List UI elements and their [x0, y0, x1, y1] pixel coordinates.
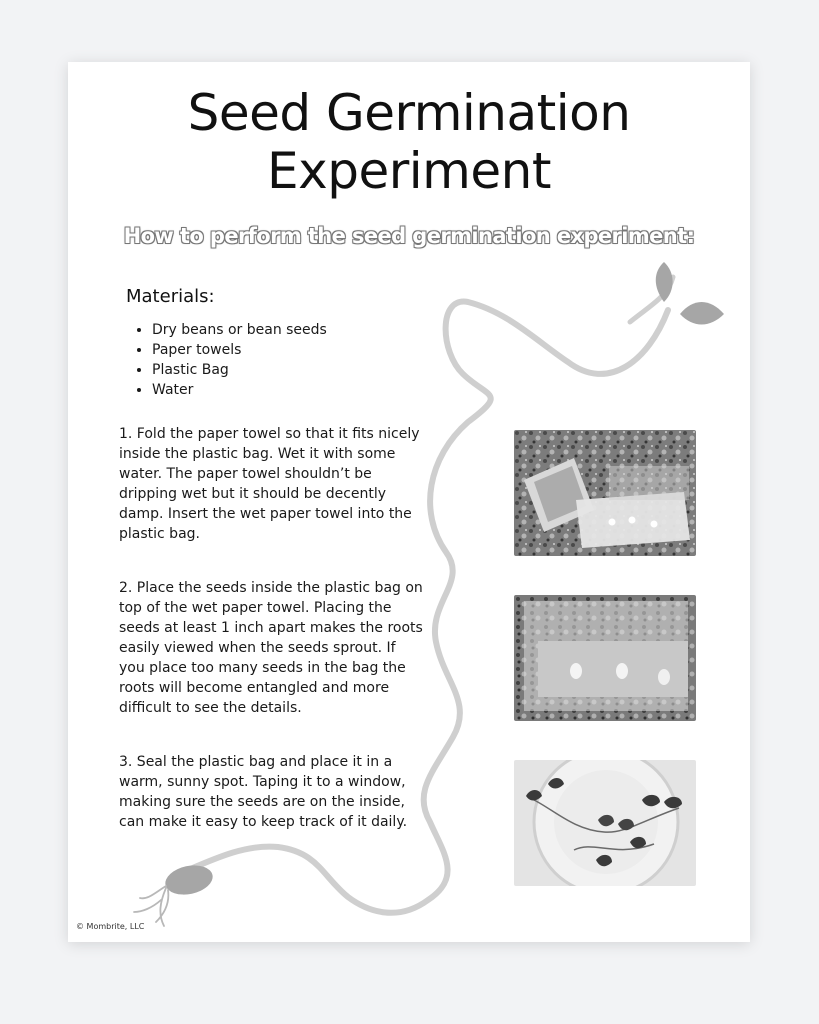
- photo-seeds-in-bag: [514, 595, 696, 721]
- leaf-icon: [680, 302, 724, 325]
- list-item: • Water: [152, 380, 327, 400]
- page-title: Seed Germination Experiment: [187, 84, 631, 200]
- step-2-text: 2. Place the seeds inside the plastic bag on top of the wet paper towel. Placing the seeds at least 1 inch apart makes the roots easily viewed when the seeds sprout. If you place too many seeds in the bag the roots will become entangled and more difficult to see the details.: [119, 580, 423, 716]
- step-3-text: 3. Seal the plastic bag and place it in a warm, sunny spot. Taping it to a window, making sure the seeds are on the inside, can make it easy to keep track of it daily.: [119, 754, 408, 830]
- materials-heading: Materials:: [126, 286, 215, 307]
- list-item: • Dry beans or bean seeds: [152, 320, 327, 340]
- photo-paper-towel-bag: [514, 430, 696, 556]
- leaf-icon: [656, 262, 673, 302]
- materials-list: [134, 320, 327, 400]
- step-1-text: 1. Fold the paper towel so that it fits nicely inside the plastic bag. Wet it with some water. The paper towel shouldn’t be dripping wet but it should be decently damp. Insert the wet paper towel into the plastic bag.: [119, 426, 420, 542]
- list-item: • Paper towels: [152, 340, 327, 360]
- page-subtitle: How to perform the seed germination experiment:: [123, 224, 695, 248]
- copyright-text: © Mombrite, LLC: [76, 922, 145, 931]
- list-item: • Plastic Bag: [152, 360, 327, 380]
- photo-sprouted-beans: [514, 760, 696, 886]
- seed-with-roots-icon: [134, 861, 215, 926]
- worksheet-page: [68, 62, 750, 942]
